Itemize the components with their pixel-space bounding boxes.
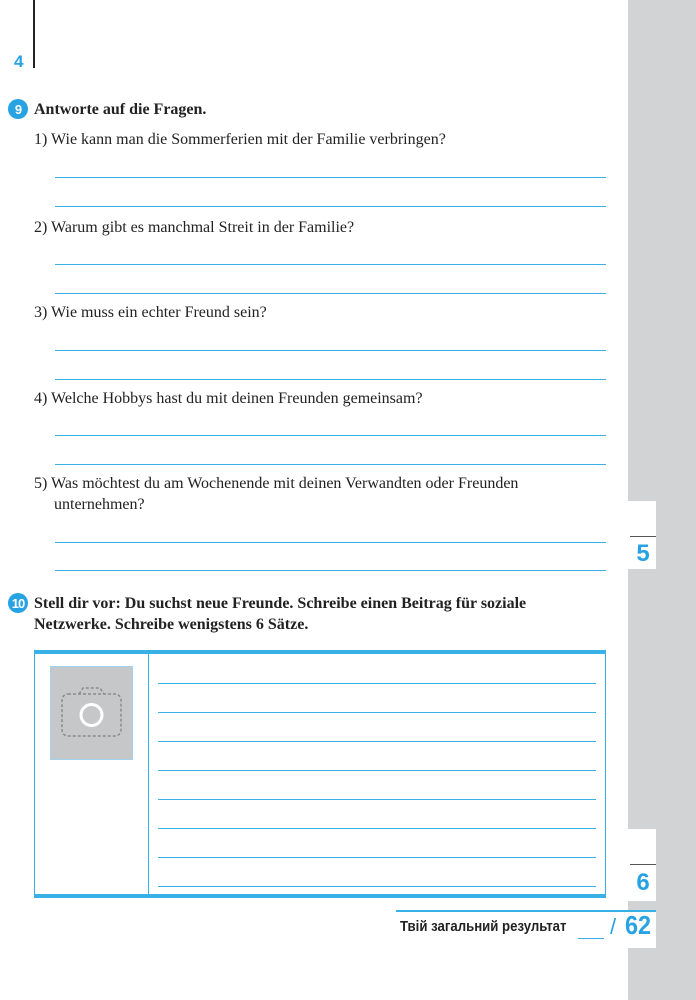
answer-line[interactable] — [55, 464, 606, 465]
answer-line[interactable] — [55, 177, 606, 178]
question-3 — [34, 302, 606, 323]
question-2-text: Warum gibt es manchmal Streit in der Familie? — [51, 219, 355, 236]
question-3-text: Wie muss ein echter Freund sein? — [51, 304, 267, 321]
task-10-title — [34, 593, 606, 635]
post-text-line[interactable] — [158, 799, 596, 800]
post-text-line[interactable] — [158, 886, 596, 887]
post-text-line[interactable] — [158, 683, 596, 684]
answer-line[interactable] — [55, 264, 606, 265]
post-text-line[interactable] — [158, 857, 596, 858]
answer-line[interactable] — [55, 293, 606, 294]
post-text-line[interactable] — [158, 828, 596, 829]
post-text-line[interactable] — [158, 770, 596, 771]
social-post-divider — [148, 654, 149, 894]
total-score-field[interactable] — [578, 938, 604, 939]
answer-line[interactable] — [55, 570, 606, 571]
page-edge-line — [33, 0, 35, 68]
task-10-max-score: 6 — [636, 869, 650, 896]
question-5-text-line2: unternehmen? — [54, 496, 145, 513]
question-5 — [34, 473, 606, 515]
question-5-text-line1: Was möchtest du am Wochenende mit deinen Verwandten oder Freunden — [51, 475, 519, 492]
answer-line[interactable] — [55, 542, 606, 543]
task-9-score-field[interactable] — [630, 536, 656, 537]
question-1 — [34, 129, 606, 150]
post-text-line[interactable] — [158, 712, 596, 713]
camera-icon — [51, 667, 132, 759]
profile-photo-placeholder[interactable] — [50, 666, 133, 760]
question-2 — [34, 217, 606, 238]
question-3-number: 3) — [34, 304, 48, 321]
task-10-number-badge: 10 — [8, 593, 28, 613]
total-slash: / — [610, 914, 617, 939]
question-2-number: 2) — [34, 219, 48, 236]
question-5-number: 5) — [34, 475, 48, 492]
question-1-number: 1) — [34, 131, 48, 148]
total-result-label: Твій загальний результат — [400, 918, 567, 935]
question-4 — [34, 388, 606, 409]
post-text-line[interactable] — [158, 741, 596, 742]
answer-line[interactable] — [55, 350, 606, 351]
question-4-text: Welche Hobbys hast du mit deinen Freunden gemeinsam? — [51, 390, 423, 407]
page-number: 4 — [14, 52, 24, 71]
answer-line[interactable] — [55, 206, 606, 207]
task-9-number-badge: 9 — [8, 99, 28, 119]
answer-line[interactable] — [55, 435, 606, 436]
total-max-score: 62 — [625, 910, 652, 940]
task-10-score-field[interactable] — [630, 864, 656, 865]
answer-line[interactable] — [55, 379, 606, 380]
task-10-title-line1: Stell dir vor: Du suchst neue Freunde. Schreibe einen Beitrag für soziale — [34, 595, 527, 612]
task-9-max-score: 5 — [636, 540, 650, 567]
task-10-title-line2: Netzwerke. Schreibe wenigstens 6 Sätze. — [34, 616, 309, 633]
question-1-text: Wie kann man die Sommerferien mit der Familie verbringen? — [51, 131, 446, 148]
task-9-title: Antworte auf die Fragen. — [34, 101, 207, 118]
question-4-number: 4) — [34, 390, 48, 407]
